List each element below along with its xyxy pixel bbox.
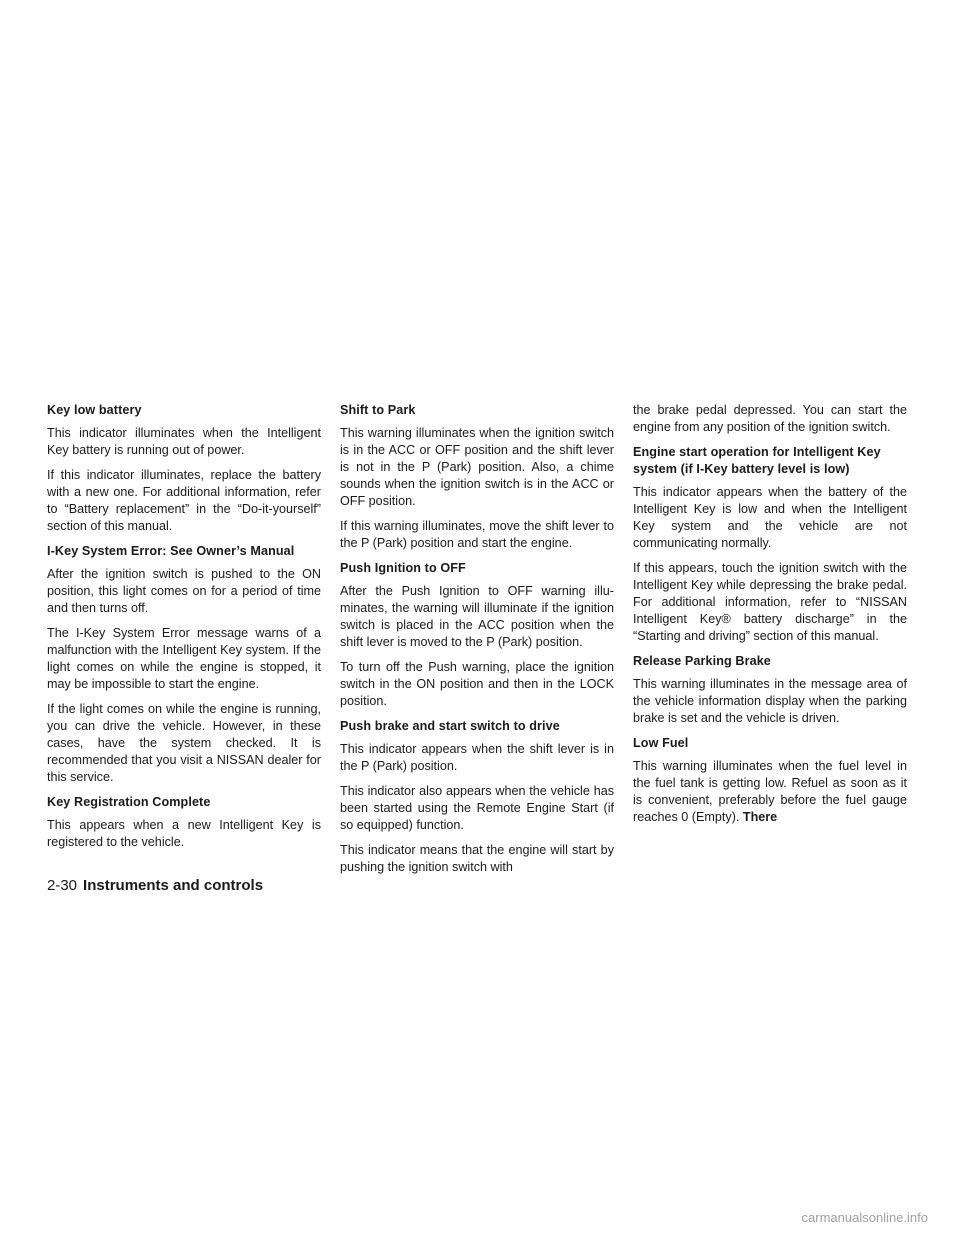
text-block [633, 444, 907, 645]
section-heading: Push Ignition to OFF [340, 561, 466, 575]
text-block [633, 402, 907, 436]
body-paragraph: If this appears, touch the ignition switch with the Intelligent Key while depressing the brake pedal. For additional information, refer to “NISSAN Intelligent Key® battery discharge” in the “Starting and driving” section of this manual. [633, 561, 907, 643]
text-block [633, 735, 907, 826]
text-column-1 [47, 402, 321, 859]
text-block [47, 402, 321, 535]
body-paragraph: If this warning illuminates, move the shift lever to the P (Park) position and start the engine. [340, 519, 614, 550]
body-paragraph: After the Push Ignition to OFF warning illuminates, the warning will illuminate if the ignition switch is placed in the ACC position when the shift lever is moved to the P (Park) position. [340, 584, 614, 649]
body-paragraph: This indicator also appears when the vehicle has been started using the Remote Engine Start (if so equipped) function. [340, 784, 614, 832]
body-paragraph: The I-Key System Error message warns of a malfunction with the Intelligent Key system. If the light comes on while the engine is stopped, it may be impossible to start the engine. [47, 626, 321, 691]
section-heading: Low Fuel [633, 736, 689, 750]
text-block [340, 718, 614, 876]
section-heading: Engine start operation for Intelligent Key system (if I-Key battery level is low) [633, 445, 881, 476]
body-paragraph: This warning illuminates when the ignition switch is in the ACC or OFF position and the shift lever is not in the P (Park) position. Also, a chime sounds when the ignition switch is in the ACC or OFF position. [340, 426, 614, 508]
section-heading: Key Registration Complete [47, 795, 211, 809]
body-paragraph: This appears when a new Intelligent Key is registered to the vehicle. [47, 818, 321, 849]
section-heading: Release Parking Brake [633, 654, 771, 668]
text-block [633, 653, 907, 727]
body-paragraph [633, 758, 907, 826]
text-block [340, 402, 614, 552]
watermark-text: carmanualsonline.info [801, 1210, 928, 1225]
paragraph-bold-text: There [742, 810, 778, 824]
section-heading: I-Key System Error: See Owner’s Manual [47, 544, 295, 558]
body-paragraph: This indicator appears when the battery of the Intelligent Key is low and when the Intelligent Key system and the vehicle are not communicating normally. [633, 485, 907, 550]
section-heading: Key low battery [47, 403, 142, 417]
body-paragraph: If this indicator illuminates, replace the battery with a new one. For additional information, refer to “Battery replacement” in the “Do-it-yourself” section of this manual. [47, 468, 321, 533]
body-paragraph: This warning illuminates in the message area of the vehicle information display when the parking brake is set and the vehicle is driven. [633, 677, 907, 725]
section-title: Instruments and controls [83, 877, 264, 894]
page-number: 2-30 [47, 877, 78, 894]
page-footer [47, 876, 263, 896]
text-block [47, 794, 321, 851]
body-paragraph: If the light comes on while the engine is running, you can drive the vehicle. However, in these cases, have the system checked. It is recommended that you visit a NISSAN dealer for this service. [47, 702, 321, 784]
paragraph-text: This warning illuminates when the fuel level in the fuel tank is getting low. Refuel as soon as it is convenient, preferably before the fuel gauge reaches 0 (Empty). [633, 759, 907, 824]
text-block [340, 560, 614, 710]
body-paragraph: This indicator means that the engine will start by pushing the ignition switch with [340, 843, 614, 874]
section-heading: Shift to Park [340, 403, 416, 417]
body-paragraph: After the ignition switch is pushed to the ON position, this light comes on for a period of time and then turns off. [47, 567, 321, 615]
text-column-3 [633, 402, 907, 834]
body-paragraph: the brake pedal depressed. You can start the engine from any position of the ignition switch. [633, 403, 907, 434]
body-paragraph: To turn off the Push warning, place the ignition switch in the ON position and then in the LOCK position. [340, 660, 614, 708]
body-paragraph: This indicator appears when the shift lever is in the P (Park) position. [340, 742, 614, 773]
text-block [47, 543, 321, 786]
body-paragraph: This indicator illuminates when the Intelligent Key battery is running out of power. [47, 426, 321, 457]
text-column-2 [340, 402, 614, 884]
section-heading: Push brake and start switch to drive [340, 719, 560, 733]
